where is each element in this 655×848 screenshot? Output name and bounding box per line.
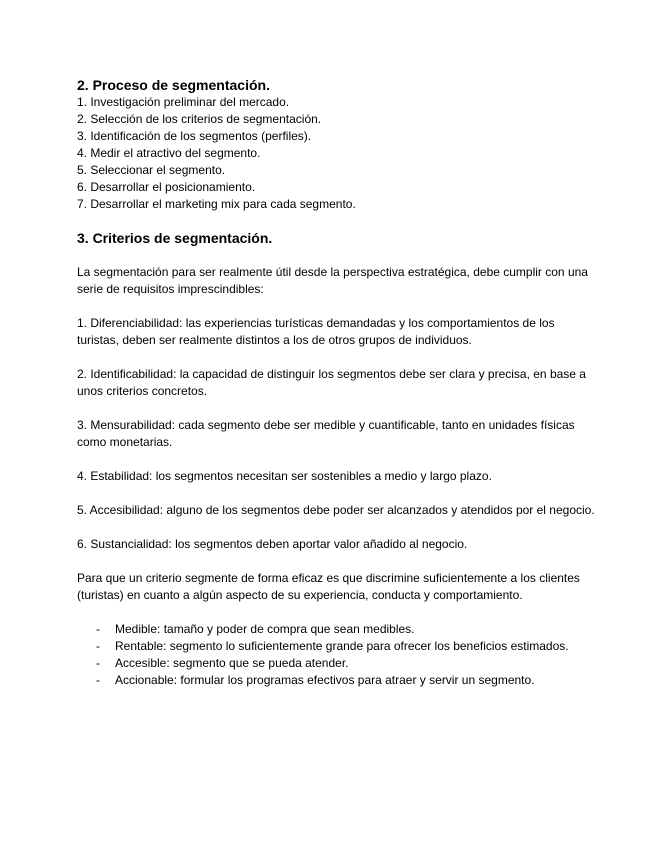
bullet-text: Medible: tamaño y poder de compra que sean medibles. bbox=[115, 622, 415, 636]
dash-bullet: - bbox=[96, 656, 100, 670]
step-item: 1. Investigación preliminar del mercado. bbox=[77, 95, 290, 109]
section-2-heading: 2. Proceso de segmentación. bbox=[77, 77, 270, 93]
bullet-text: Accesible: segmento que se pueda atender. bbox=[115, 656, 349, 670]
criterion-paragraph: 2. Identificabilidad: la capacidad de distinguir los segmentos debe ser clara y precisa, en base a unos criterios concretos. bbox=[77, 367, 586, 398]
document-page bbox=[77, 77, 597, 689]
criterion-paragraph: 6. Sustancialidad: los segmentos deben aportar valor añadido al negocio. bbox=[77, 537, 468, 551]
step-item: 3. Identificación de los segmentos (perfiles). bbox=[77, 129, 312, 143]
dash-bullet: - bbox=[96, 622, 100, 636]
section-3-heading: 3. Criterios de segmentación. bbox=[77, 230, 273, 246]
criteria-intro-paragraph: La segmentación para ser realmente útil desde la perspectiva estratégica, debe cumplir con una serie de requisitos imprescindibles: bbox=[77, 265, 588, 296]
bullet-text: Accionable: formular los programas efectivos para atraer y servir un segmento. bbox=[115, 673, 535, 687]
bullet-item bbox=[77, 655, 597, 672]
step-item: 2. Selección de los criterios de segmentación. bbox=[77, 112, 322, 126]
criterion-paragraph: 3. Mensurabilidad: cada segmento debe ser medible y cuantificable, tanto en unidades físicas como monetarias. bbox=[77, 418, 575, 449]
step-item: 7. Desarrollar el marketing mix para cada segmento. bbox=[77, 197, 356, 211]
closing-paragraph: Para que un criterio segmente de forma eficaz es que discrimine suficientemente a los clientes (turistas) en cuanto a algún aspecto de su experiencia, conducta y comportamiento. bbox=[77, 571, 580, 602]
criterion-paragraph: 1. Diferenciabilidad: las experiencias turísticas demandadas y los comportamientos de los turistas, deben ser realmente distintos a los de otros grupos de individuos. bbox=[77, 316, 555, 347]
step-item: 6. Desarrollar el posicionamiento. bbox=[77, 180, 256, 194]
step-item: 5. Seleccionar el segmento. bbox=[77, 163, 226, 177]
segmentation-steps-list bbox=[77, 94, 597, 213]
dash-bullet: - bbox=[96, 639, 100, 653]
bullet-item bbox=[77, 638, 597, 655]
segment-requirements-list bbox=[77, 621, 597, 689]
bullet-text: Rentable: segmento lo suficientemente grande para ofrecer los beneficios estimados. bbox=[115, 639, 569, 653]
bullet-item bbox=[77, 621, 597, 638]
criterion-paragraph: 4. Estabilidad: los segmentos necesitan ser sostenibles a medio y largo plazo. bbox=[77, 469, 492, 483]
step-item: 4. Medir el atractivo del segmento. bbox=[77, 146, 261, 160]
criterion-paragraph: 5. Accesibilidad: alguno de los segmentos debe poder ser alcanzados y atendidos por el negocio. bbox=[77, 503, 595, 517]
dash-bullet: - bbox=[96, 673, 100, 687]
bullet-item bbox=[77, 672, 597, 689]
